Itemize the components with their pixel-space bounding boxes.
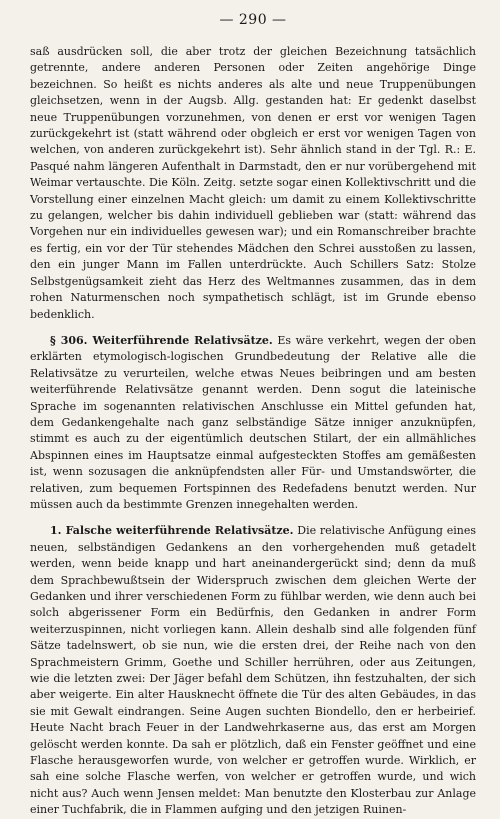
paragraph-1 — [30, 44, 476, 323]
paragraph-3 — [30, 523, 476, 818]
page-number: — 290 — — [219, 12, 287, 28]
paragraph-3-text: Die relativische Anfügung eines neuen, selbständigen Gedankens an den vorhergehenden muß getadelt werden, wenn beide knapp und hart aneinandergerückt sind; denn da muß dem Sprachbewußtsein der Widerspruch zwischen dem gleichen Werte der Gedanken und ihrer verschiedenen Form zu fühlbar werden, wie denn auch bei solch abgerissener Form ein Bedürfnis, den Gedanken in andrer Form weiterzuspinnen, nicht vorliegen kann. Allein deshalb sind alle folgenden fünf Sätze tadelnswert, ob sie nun, wie die ersten drei, der Reihe nach von den Sprachmeistern Grimm, Goethe und Schiller herrühren, oder aus Zeitungen, wie die letzten zwei: Der Jäger befahl dem Schützen, ihn festzuhalten, der sich aber weigerte. Ein alter Hausknecht öffnete die Tür des alten Gebäudes, in das sie mit Gewalt eindrangen. Seine Augen suchten Biondello, den er herbeirief. Heute Nacht brach Feuer in der Landwehrkaserne aus, das erst am Morgen gelöscht werden konnte. Da sah er plötzlich, daß ein Fenster geöffnet und eine Flasche herausgeworfen wurde, von welcher er getroffen wurde. Wirklich, er sah eine solche Flasche werfen, von welcher er getroffen wurde, und wich nicht aus? Auch wenn Jensen meldet: Man benutzte den Klosterbau zur Anlage einer Tuchfabrik, die in Flammen aufging und den jetzigen Ruinen- — [30, 524, 476, 817]
section-heading-306: § 306. Weiterführende Relativsätze. — [50, 333, 273, 347]
paragraph-1-text: saß ausdrücken soll, die aber trotz der gleichen Bezeichnung tatsächlich getrennte, andere anderen Personen oder Zeiten angehörige Dinge bezeichnen. So heißt es nichts anderes als alte und neue Truppenübungen gleichsetzen, wenn in der Augsb. Allg. gestanden hat: Er gedenkt daselbst neue Truppenübungen vorzunehmen, von denen er erst vor wenigen Tagen zurückgekehrt ist (statt während oder obgleich er erst vor wenigen Tagen von welchen, von anderen zurückgekehrt ist). Sehr ähnlich stand in der Tgl. R.: E. Pasqué nahm längeren Aufenthalt in Darmstadt, den er nur vorübergehend mit Weimar vertauschte. Die Köln. Zeitg. setzte sogar einen Kollektivschritt und die Vorstellung einer einzelnen Macht gleich: um damit zu einem Kollektivschritte zu gelangen, welcher bis dahin individuell geblieben war (statt: während das Vorgehen nur ein individuelles gewesen war); und ein Romanschreiber brachte es fertig, ein vor der Tür stehendes Mädchen den Schrei ausstoßen zu lassen, den ein junger Mann im Fallen unterdrückte. Auch Schillers Satz: Stolze Selbstgenügsamkeit zieht das Herz des Weltmannes zusammen, das in dem rohen Naturmenschen noch sympathetisch schlägt, ist im Grunde ebenso bedenklich. — [30, 45, 476, 321]
paragraph-2-text: Es wäre verkehrt, wegen der oben erklärten etymologisch-logischen Grundbedeutung der Relative alle die Relativsätze zu verurteilen, welche etwas Neues beibringen und am besten weiterführende Relativsätze genannt werden. Denn sogut die lateinische Sprache im sogenannten relativischen Anschlusse ein Mittel gefunden hat, dem Gedankengehalte nach ganz selbständige Sätze inniger anzuknüpfen, stimmt es auch zu der eigentümlich deutschen Stilart, der ein allmähliches Abspinnen eines im Hauptsatze einmal aufgesteckten Stoffes am gemäßesten ist, wenn sozusagen die anknüpfendsten aller Für- und Umstandswörter, die relativen, zum bequemen Fortspinnen des Redefadens benutzt werden. Nur müssen auch da bestimmte Grenzen innegehalten werden. — [30, 333, 476, 511]
subsection-heading-1: 1. Falsche weiterführende Relativsätze. — [50, 524, 294, 538]
paragraph-2 — [30, 333, 476, 513]
